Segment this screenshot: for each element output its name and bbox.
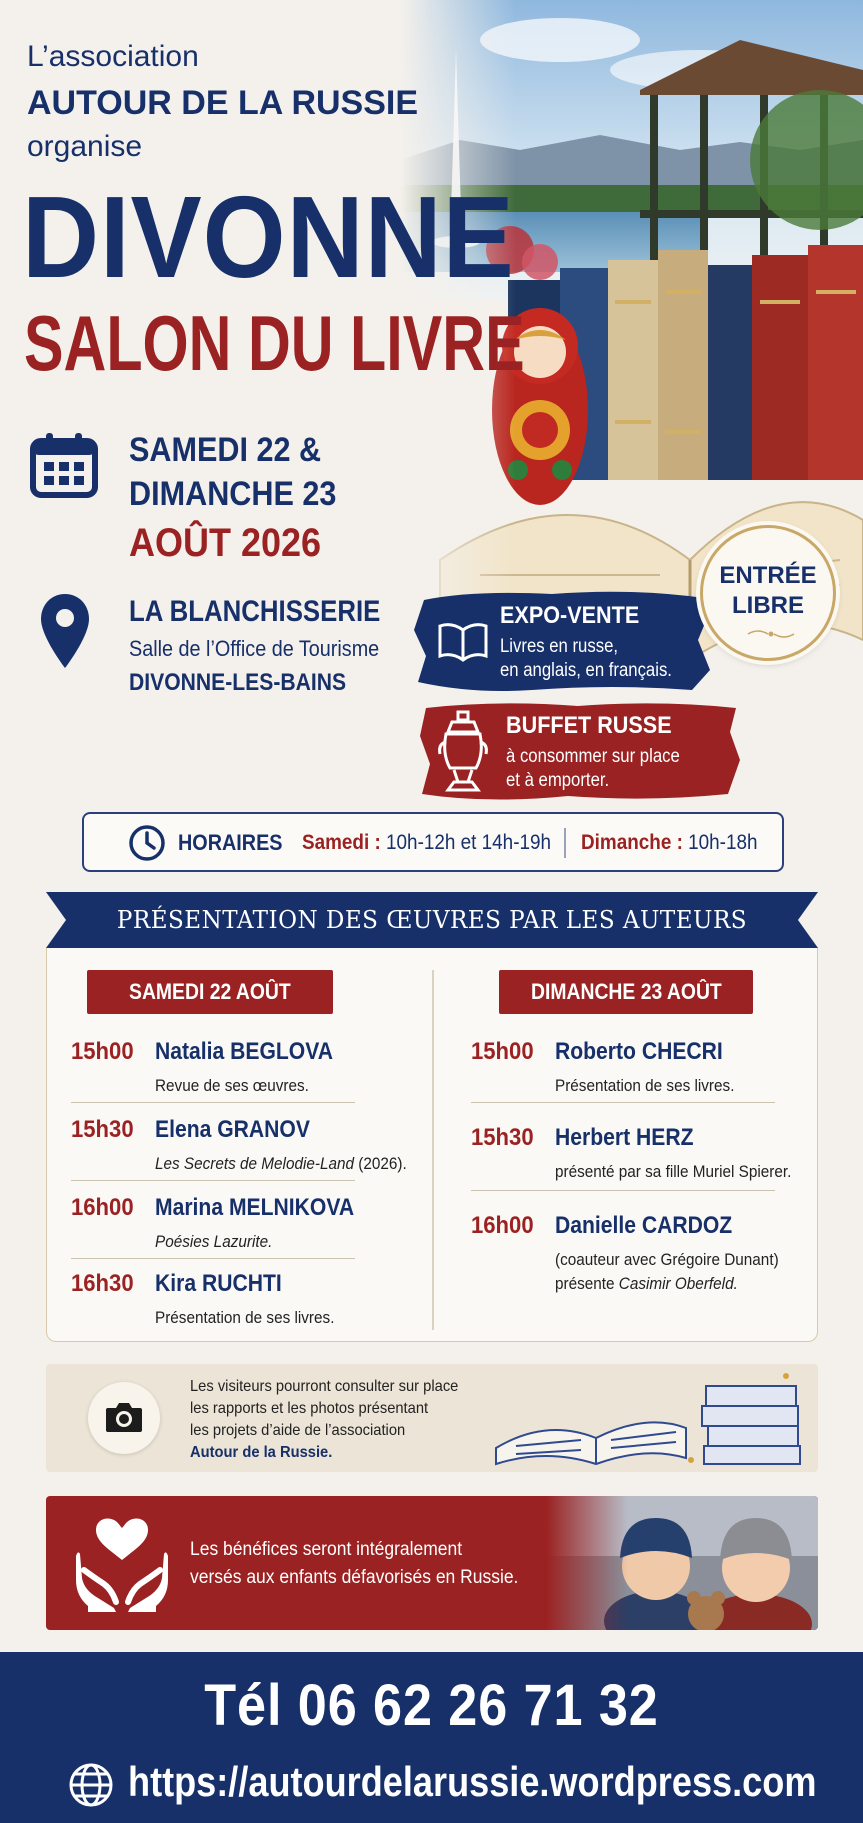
- benefit-banner: [46, 1496, 818, 1630]
- camera-badge: [88, 1382, 160, 1454]
- clock-icon: [128, 824, 166, 862]
- free-entry-line-1: ENTRÉE: [719, 562, 817, 589]
- open-book-icon: [438, 622, 488, 662]
- expo-vente-banner: [412, 586, 712, 696]
- program-title: PRÉSENTATION DES ŒUVRES PAR LES AUTEURS: [116, 906, 748, 934]
- program-title-ribbon: [46, 892, 818, 948]
- slot-author: Kira RUCHTI: [155, 1270, 282, 1297]
- saturday-hours-value: 10h-12h et 14h-19h: [380, 831, 552, 854]
- slot-description: Présentation de ses livres.: [155, 1308, 335, 1327]
- slot-description: Poésies Lazurite.: [155, 1232, 273, 1251]
- calendar-icon: [30, 432, 98, 498]
- sunday-heading: DIMANCHE 23 AOÛT: [499, 970, 753, 1014]
- slot-divider: [71, 1180, 355, 1181]
- organizer-name: AUTOUR DE LA RUSSIE: [27, 84, 419, 122]
- camera-icon: [104, 1400, 144, 1434]
- free-entry-badge: [700, 525, 836, 661]
- buffet-russe-banner: [418, 698, 742, 806]
- hours-label: HORAIRES: [178, 830, 283, 855]
- buffet-line-1: à consommer sur place: [506, 746, 680, 767]
- date-line-saturday: SAMEDI 22 &: [129, 431, 322, 469]
- slot-divider: [71, 1258, 355, 1259]
- samovar-icon: [438, 710, 488, 794]
- hours-divider: [564, 828, 566, 858]
- info-line-2: les rapports et les photos présentant: [190, 1400, 429, 1417]
- heart-hands-icon: [74, 1514, 170, 1614]
- slot-author: Roberto CHECRI: [555, 1038, 723, 1065]
- venue-room: Salle de l’Office de Tourisme: [129, 636, 380, 661]
- slot-description: présenté par sa fille Muriel Spierer.: [555, 1162, 792, 1181]
- slot-time: 15h30: [71, 1116, 134, 1143]
- info-line-1: Les visiteurs pourront consulter sur place: [190, 1378, 459, 1395]
- info-line-4: Autour de la Russie.: [190, 1444, 333, 1461]
- slot-divider: [71, 1102, 355, 1103]
- slot-time: 15h00: [71, 1038, 134, 1065]
- organizer-prefix: L’association: [27, 40, 199, 73]
- info-line-3: les projets d’aide de l’association: [190, 1422, 406, 1439]
- slot-description: (coauteur avec Grégoire Dunant) présente Casimir Oberfeld.: [555, 1250, 779, 1293]
- map-pin-icon: [39, 592, 91, 670]
- slot-time: 15h30: [471, 1124, 534, 1151]
- books-sketch-illustration: [486, 1368, 806, 1468]
- date-line-sunday: DIMANCHE 23: [129, 475, 337, 513]
- slot-time: 16h00: [471, 1212, 534, 1239]
- slot-description: Les Secrets de Melodie-Land (2026).: [155, 1154, 407, 1173]
- expo-line-1: Livres en russe,: [500, 636, 619, 657]
- title-event: SALON DU LIVRE: [24, 299, 525, 387]
- slot-time: 16h30: [71, 1270, 134, 1297]
- info-box: [46, 1364, 818, 1472]
- venue-city: DIVONNE-LES-BAINS: [129, 669, 347, 696]
- slot-author: Elena GRANOV: [155, 1116, 310, 1143]
- expo-line-2: en anglais, en français.: [500, 660, 672, 681]
- slot-description: Présentation de ses livres.: [555, 1076, 735, 1095]
- free-entry-line-2: LIBRE: [732, 592, 804, 619]
- slot-time: 15h00: [471, 1038, 534, 1065]
- buffet-title: BUFFET RUSSE: [506, 712, 672, 739]
- sunday-hours-label: Dimanche :: [581, 831, 683, 854]
- website-link[interactable]: https://autourdelarussie.wordpress.com: [128, 1758, 817, 1805]
- saturday-hours: [302, 831, 551, 855]
- slot-time: 16h00: [71, 1194, 134, 1221]
- program-schedule: [46, 948, 818, 1342]
- title-city: DIVONNE: [22, 172, 515, 302]
- expo-title: EXPO-VENTE: [500, 602, 640, 629]
- hero-section: [0, 0, 863, 810]
- slot-author: Danielle CARDOZ: [555, 1212, 733, 1239]
- benefit-line-1: Les bénéfices seront intégralement: [190, 1539, 463, 1560]
- sunday-hours: [581, 831, 757, 855]
- phone-number[interactable]: Tél 06 62 26 71 32: [204, 1673, 659, 1738]
- slot-divider: [471, 1190, 775, 1191]
- organizer-suffix: organise: [27, 130, 143, 163]
- contact-footer: [0, 1652, 863, 1823]
- date-line-month-year: AOÛT 2026: [129, 521, 322, 565]
- saturday-heading: SAMEDI 22 AOÛT: [87, 970, 333, 1014]
- slot-author: Marina MELNIKOVA: [155, 1194, 355, 1221]
- saturday-hours-label: Samedi :: [302, 831, 381, 854]
- slot-divider: [471, 1102, 775, 1103]
- venue-name: LA BLANCHISSERIE: [129, 595, 381, 628]
- slot-author: Natalia BEGLOVA: [155, 1038, 333, 1065]
- column-divider: [432, 970, 434, 1330]
- globe-icon: [68, 1762, 114, 1808]
- slot-description: Revue de ses œuvres.: [155, 1076, 309, 1095]
- ornament-icon: [746, 628, 796, 640]
- children-photo: [546, 1496, 818, 1630]
- sunday-hours-value: 10h-18h: [682, 831, 758, 854]
- buffet-line-2: et à emporter.: [506, 770, 610, 791]
- opening-hours-bar: [82, 812, 784, 872]
- benefit-line-2: versés aux enfants défavorisés en Russie.: [190, 1567, 519, 1588]
- slot-author: Herbert HERZ: [555, 1124, 694, 1151]
